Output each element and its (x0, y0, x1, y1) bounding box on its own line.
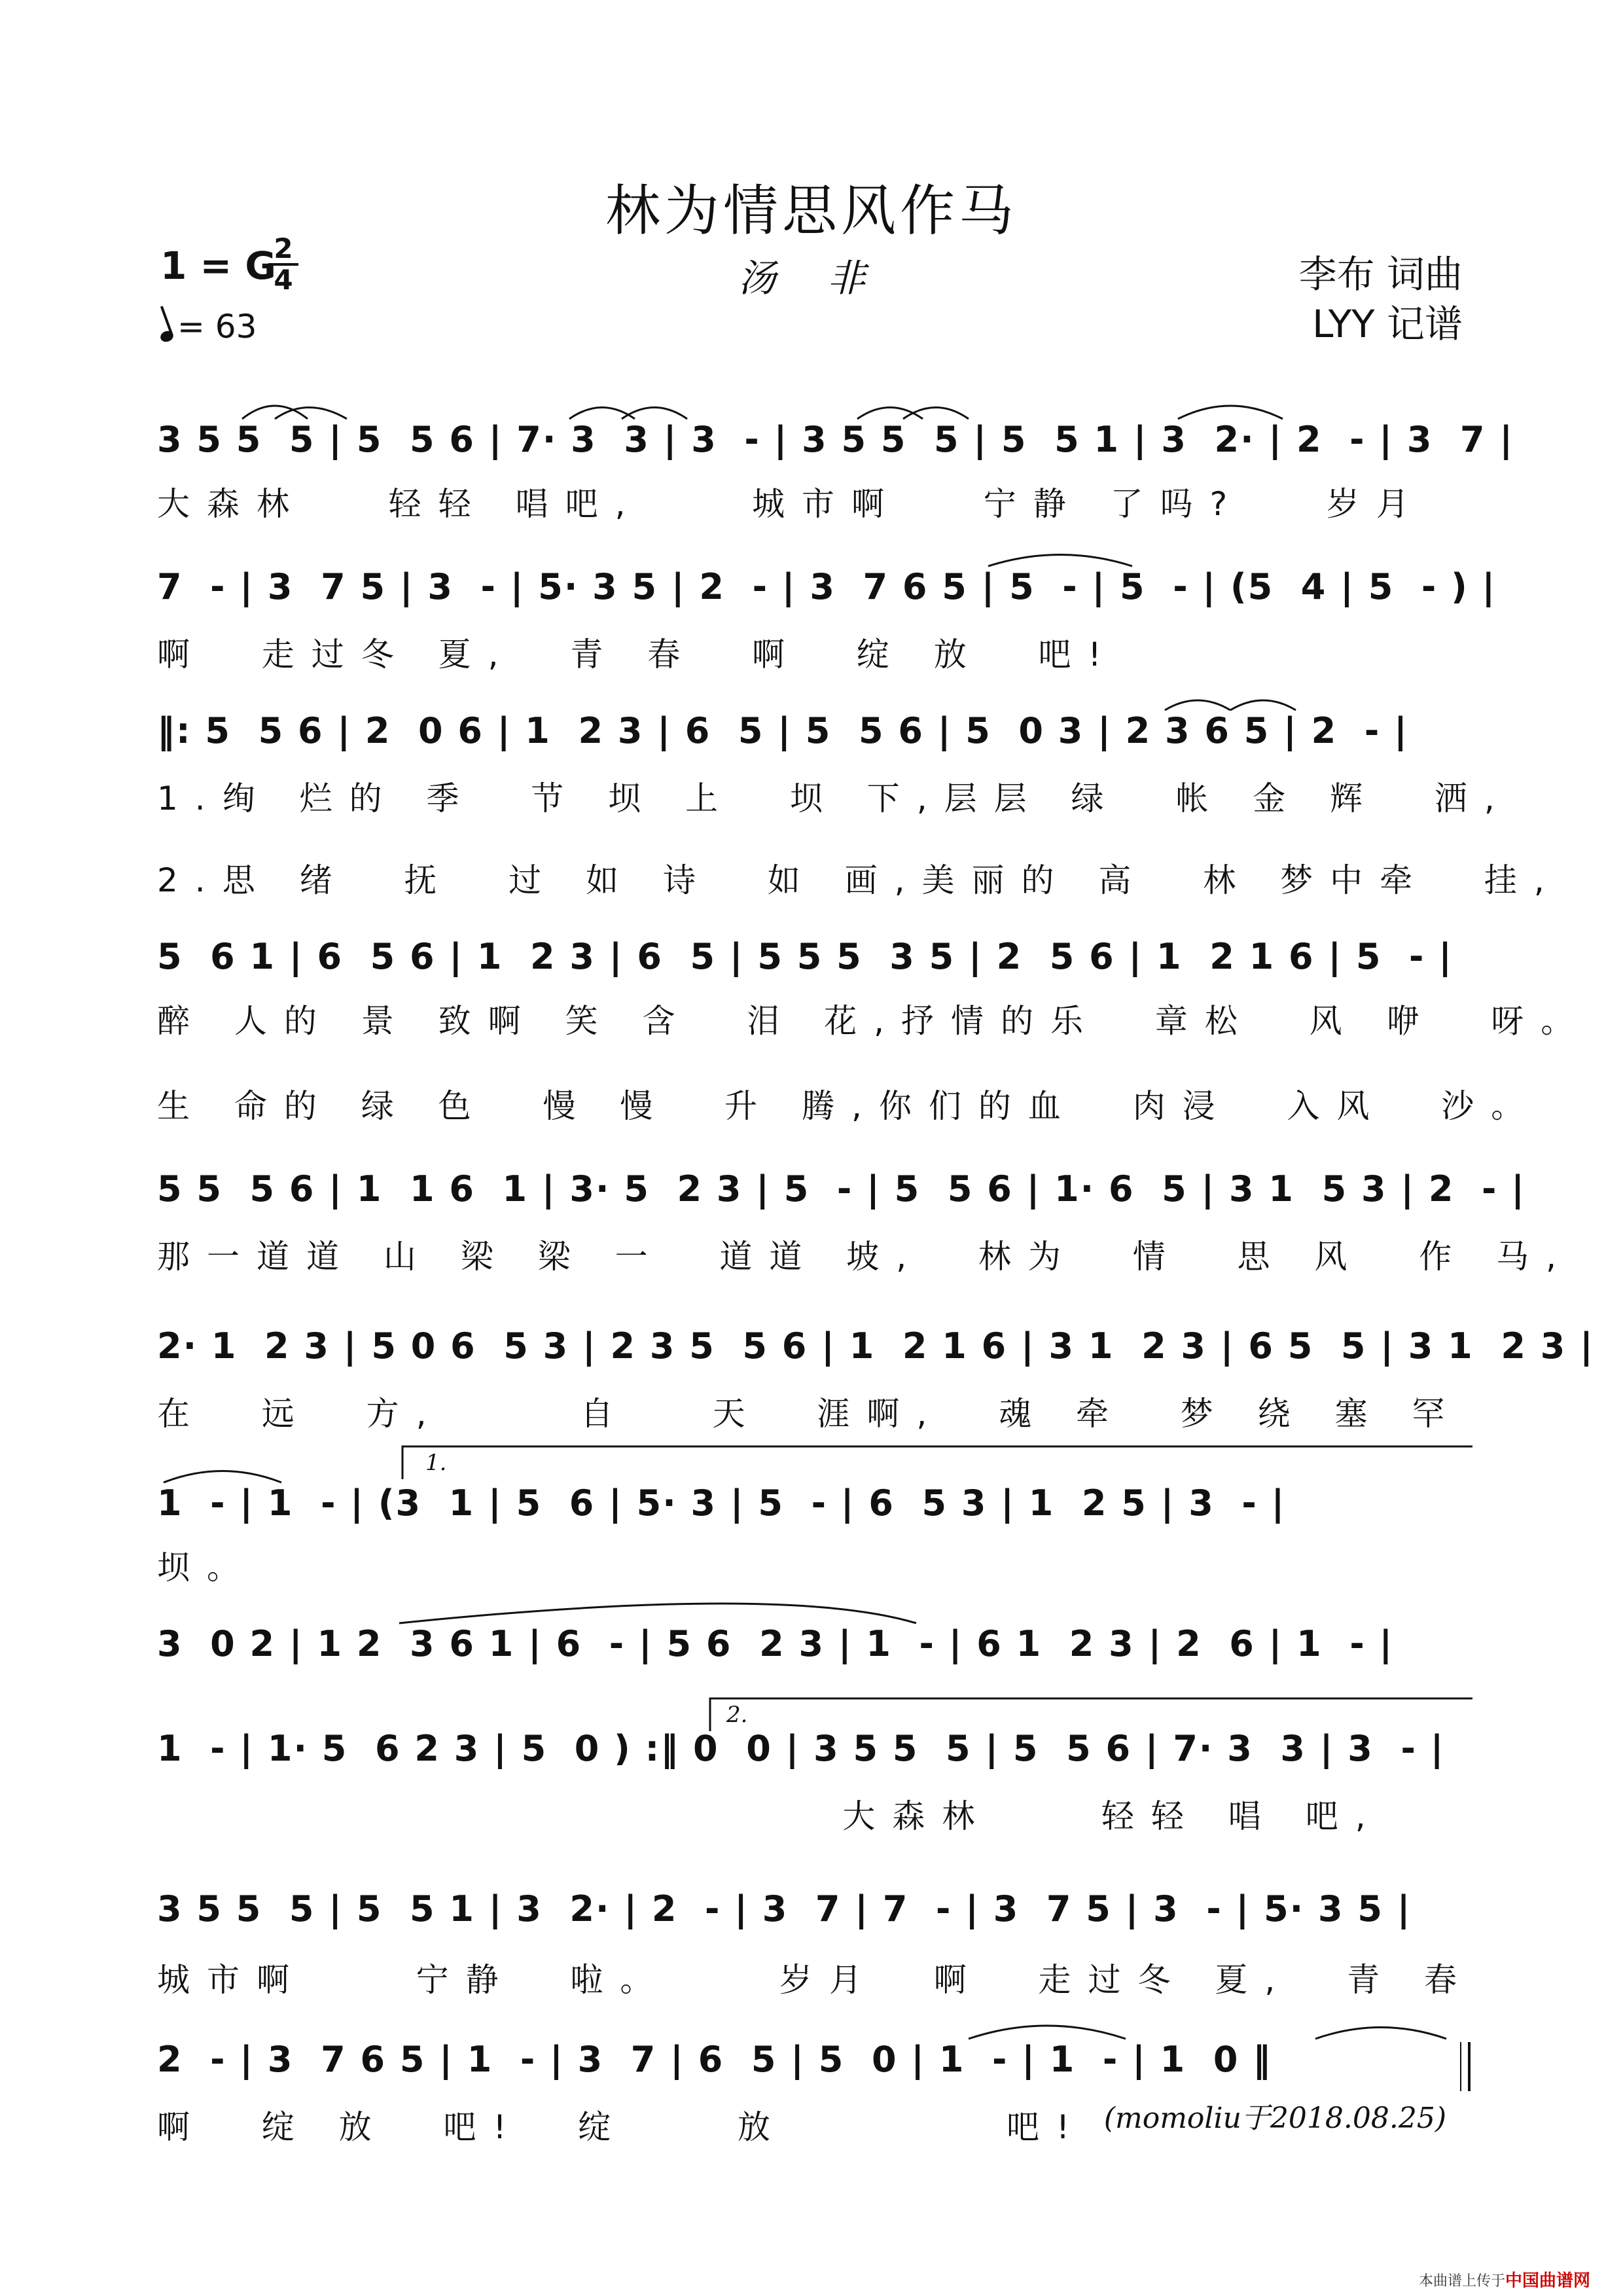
lyric-line: 啊 绽 放 吧! 绽 放 吧! (157, 2108, 1087, 2146)
transcriber-signature: (momoliu于2018.08.25) (1103, 2102, 1446, 2135)
slur (164, 1471, 281, 1483)
time-signature-top: 2 (274, 232, 293, 264)
notation-line: 7 - | 3 7 5 | 3 - | 5· 3 5 | 2 - | 3 7 6 5 | 5 - | 5 - | (5 4 | 5 - ) | (157, 566, 1497, 607)
notation-line: 5 6 1 | 6 5 6 | 1 2 3 | 6 5 | 5 5 5 3 5 | 2 5 6 | 1 2 1 6 | 5 - | (157, 936, 1453, 977)
notation-line: 2 - | 3 7 6 5 | 1 - | 3 7 | 6 5 | 5 0 | 1 - | 1 - | 1 0 ‖ (157, 2039, 1272, 2080)
notation-line: 3 0 2 | 1 2 3 6 1 | 6 - | 5 6 2 3 | 1 - | 6 1 2 3 | 2 6 | 1 - | (157, 1623, 1394, 1664)
notation-line: 1 - | 1 - | (3 1 | 5 6 | 5· 3 | 5 - | 6 5 3 | 1 2 5 | 3 - | (157, 1482, 1286, 1524)
notation-line: 3 5 5 5 | 5 5 6 | 7· 3 3 | 3 - | 3 5 5 5 | 5 5 1 | 3 2· | 2 - | 3 7 | (157, 419, 1514, 460)
slur (399, 1604, 916, 1623)
page-title: 林为情思风作马 (605, 179, 1018, 243)
notation-line: 2· 1 2 3 | 5 0 6 5 3 | 2 3 5 5 6 | 1 2 1 6 | 3 1 2 3 | 6 5 5 | 3 1 2 3 | (157, 1325, 1594, 1367)
lyric-line: 啊 走过冬 夏, 青 春 啊 绽 放 吧! (157, 636, 1118, 673)
notation-line: 1 - | 1· 5 6 2 3 | 5 0 ) :‖ 0 0 | 3 5 5 5 | 5 5 6 | 7· 3 3 | 3 - | (157, 1728, 1445, 1769)
slur (1178, 406, 1283, 419)
lyric-line-verse2: 2.思 绪 抚 过 如 诗 如 画,美丽的 高 林 梦中牵 挂, (157, 861, 1561, 899)
time-signature-bottom: 4 (274, 264, 293, 296)
composer: 李布 词曲 (1298, 252, 1463, 296)
tempo-value: = 63 (177, 308, 257, 346)
lyric-line: 大森林 轻轻 唱 吧, (157, 1797, 1383, 1835)
lyric-line-verse1: 醉 人的 景 致啊 笑 含 泪 花,抒情的乐 章松 风 咿 呀。 (157, 1002, 1591, 1040)
lyric-line: 城市啊 宁静 啦。 岁月 啊 走过冬 夏, 青 春 (157, 1961, 1474, 1999)
lyric-line: 在 远 方, 自 天 涯啊, 魂 牵 梦 绕 塞 罕 (157, 1395, 1462, 1433)
slur (275, 408, 347, 420)
volta-2-label: 2. (726, 1702, 748, 1728)
key-signature: 1 = G (160, 243, 276, 288)
volta-2-bracket (710, 1698, 1472, 1731)
slur (969, 2026, 1126, 2039)
notation-line: 3 5 5 5 | 5 5 1 | 3 2· | 2 - | 3 7 | 7 - | 3 7 5 | 3 - | 5· 3 5 | (157, 1888, 1412, 1929)
lyric-line-verse2: 生 命的 绿 色 慢 慢 升 腾,你们的血 肉浸 入风 沙。 (157, 1087, 1541, 1125)
site-logo: 中国曲谱网 (1505, 2271, 1590, 2291)
slur (1165, 700, 1230, 710)
lyric-line: 大森林 轻轻 唱吧, 城市啊 宁静 了吗? 岁月 (157, 485, 1426, 523)
slur (1315, 2028, 1446, 2039)
lyric-line: 坝。 (157, 1549, 257, 1587)
slur (988, 555, 1132, 567)
notation-line: 5 5 5 6 | 1 1 6 1 | 3· 5 2 3 | 5 - | 5 5 6 | 1· 6 5 | 3 1 5 3 | 2 - | (157, 1168, 1525, 1210)
volta-1-label: 1. (425, 1450, 447, 1476)
notation-line: ‖: 5 5 6 | 2 0 6 | 1 2 3 | 6 5 | 5 5 6 | 5 0 3 | 2 3 6 5 | 2 - | (157, 710, 1408, 751)
lyric-line-verse1: 1.绚 烂的 季 节 坝 上 坝 下,层层 绿 帐 金 辉 洒, (157, 780, 1512, 817)
lyric-line: 那一道道 山 梁 梁 一 道道 坡, 林为 情 思 风 作 马, (157, 1238, 1573, 1276)
volta-1-bracket (402, 1446, 1472, 1479)
singer: 汤 非 (738, 256, 885, 300)
slur (1230, 700, 1296, 710)
upload-notice: 本曲谱上传于 (1418, 2273, 1505, 2289)
transcriber: LYY 记谱 (1312, 302, 1463, 346)
slur (903, 408, 969, 420)
